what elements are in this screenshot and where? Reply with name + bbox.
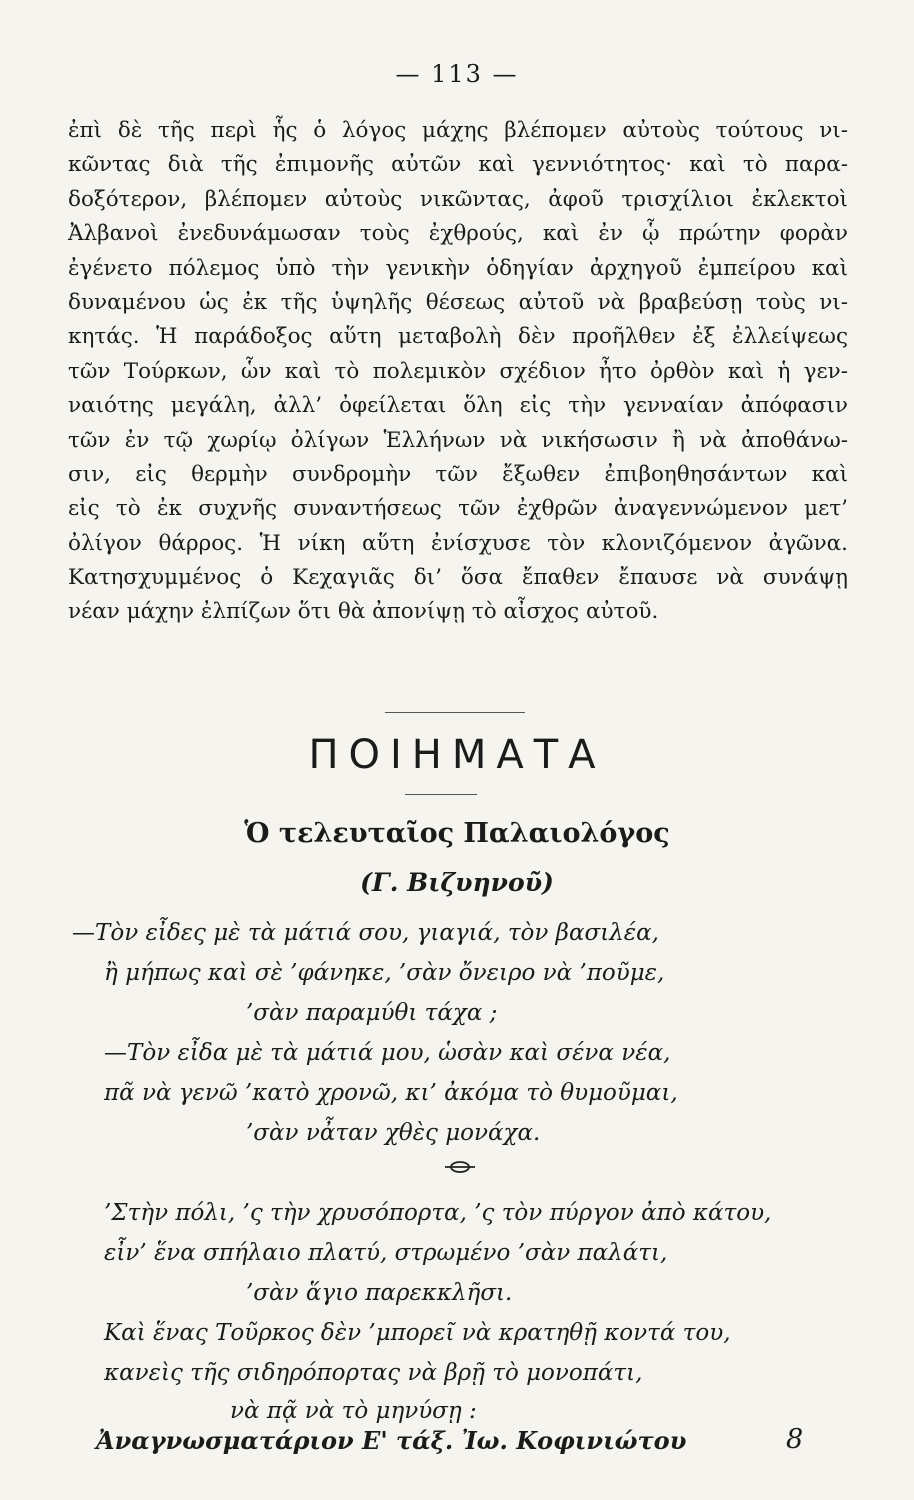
prose-line: ἐγένετο πόλεμος ὑπὸ τὴν γενικὴν ὁδηγίαν ἀρχηγοῦ ἐμπείρου καὶ [68,255,848,281]
verse-line: Καὶ ἕνας Τοῦρκος δὲν ’μπορεῖ νὰ κρατηθῇ κοντά του, [104,1320,731,1346]
prose-line: νέαν μάχην ἐλπίζων ὅτι θὰ ἀπονίψῃ τὸ αἶσχος αὐτοῦ. [68,599,659,625]
prose-line: δοξότερον, βλέπομεν αὐτοὺς νικῶντας, ἀφοῦ τρισχίλιοι ἐκλεκτοὶ [68,186,848,212]
verse-line: —Τὸν εἶδα μὲ τὰ μάτιά μου, ὡσὰν καὶ σένα νέα, [104,1040,671,1066]
footer-source: Ἀναγνωσματάριον Ε' τάξ. Ἰω. Κοφινιώτου [96,1426,687,1455]
verse-line: εἶν’ ἕνα σπήλαιο πλατύ, στρωμένο ’σὰν παλάτι, [104,1240,668,1266]
prose-line: κῶντας διὰ τῆς ἐπιμονῆς αὐτῶν καὶ γεννιότητος· καὶ τὸ παρα- [68,152,848,178]
prose-line: Ἀλβανοὶ ἐνεδυνάμωσαν τοὺς ἐχθρούς, καὶ ἐν ᾧ πρώτην φορὰν [68,221,848,247]
verse-line: ’σὰν παραμύθι τάχα ; [246,1000,498,1026]
prose-line: ναιότης μεγάλη, ἀλλ’ ὀφείλεται ὅλη εἰς τὴν γενναίαν ἀπόφασιν [68,393,848,419]
prose-line: δυναμένου ὡς ἐκ τῆς ὑψηλῆς θέσεως αὐτοῦ νὰ βραβεύσῃ τοὺς νι- [68,289,848,315]
section-title: ΠΟΙΗΜΑΤΑ [308,732,606,778]
verse-line: κανεὶς τῆς σιδηρόπορτας νὰ βρῇ τὸ μονοπάτι, [104,1360,643,1386]
verse-line: πᾶ νὰ γενῶ ’κατὸ χρονῶ, κι’ ἀκόμα τὸ θυμοῦμαι, [104,1080,678,1106]
prose-line: τῶν ἐν τῷ χωρίῳ ὀλίγων Ἑλλήνων νὰ νικήσωσιν ἢ νὰ ἀποθάνω- [68,427,848,453]
poem-title: Ὁ τελευταῖος Παλαιολόγος [244,818,670,849]
prose-line: Κατησχυμμένος ὁ Κεχαγιᾶς δι’ ὅσα ἔπαθεν ἔπαυσε νὰ συνάψῃ [68,565,848,591]
prose-line: κητάς. Ἡ παράδοξος αὕτη μεταβολὴ δὲν προῆλθεν ἐξ ἐλλείψεως [68,324,848,350]
prose-line: τῶν Τούρκων, ὧν καὶ τὸ πολεμικὸν σχέδιον ἦτο ὀρθὸν καὶ ἡ γεν- [68,358,848,384]
prose-line: ἐπὶ δὲ τῆς περὶ ἧς ὁ λόγος μάχης βλέπομεν αὐτοὺς τούτους νι- [68,118,848,143]
prose-line: ὀλίγον θάρρος. Ἡ νίκη αὕτη ἐνίσχυσε τὸν κλονιζόμενον ἀγῶνα. [68,530,848,556]
prose-paragraph [68,114,848,630]
divider [385,712,525,713]
divider [405,794,477,795]
verse-line: νὰ πᾷ νὰ τὸ μηνύσῃ : [230,1398,477,1424]
prose-line: εἰς τὸ ἐκ συχνῆς συναντήσεως τῶν ἐχθρῶν ἀναγεννώμενον μετ’ [68,496,848,522]
verse-line: ’σὰν νἆταν χθὲς μονάχα. [246,1120,541,1146]
verse-line: —Τὸν εἶδες μὲ τὰ μάτιά σου, γιαγιά, τὸν βασιλέα, [72,920,659,946]
verse-line: ’σὰν ἅγιο παρεκκλῆσι. [246,1280,513,1306]
footer [96,1426,866,1455]
poem-author: (Γ. Βιζυηνοῦ) [360,868,554,897]
page-number: — 113 — [395,60,519,88]
stanza-ornament-icon [442,1160,478,1174]
verse-line: ’Στὴν πόλι, ’ς τὴν χρυσόπορτα, ’ς τὸν πύργον ἀπὸ κάτου, [104,1200,772,1226]
signature-mark: 8 [786,1424,804,1455]
verse-line: ἢ μήπως καὶ σὲ ’φάνηκε, ’σὰν ὄνειρο νὰ ’ποῦμε, [104,960,665,986]
prose-line: σιν, εἰς θερμὴν συνδρομὴν τῶν ἔξωθεν ἐπιβοηθησάντων καὶ [68,461,848,487]
